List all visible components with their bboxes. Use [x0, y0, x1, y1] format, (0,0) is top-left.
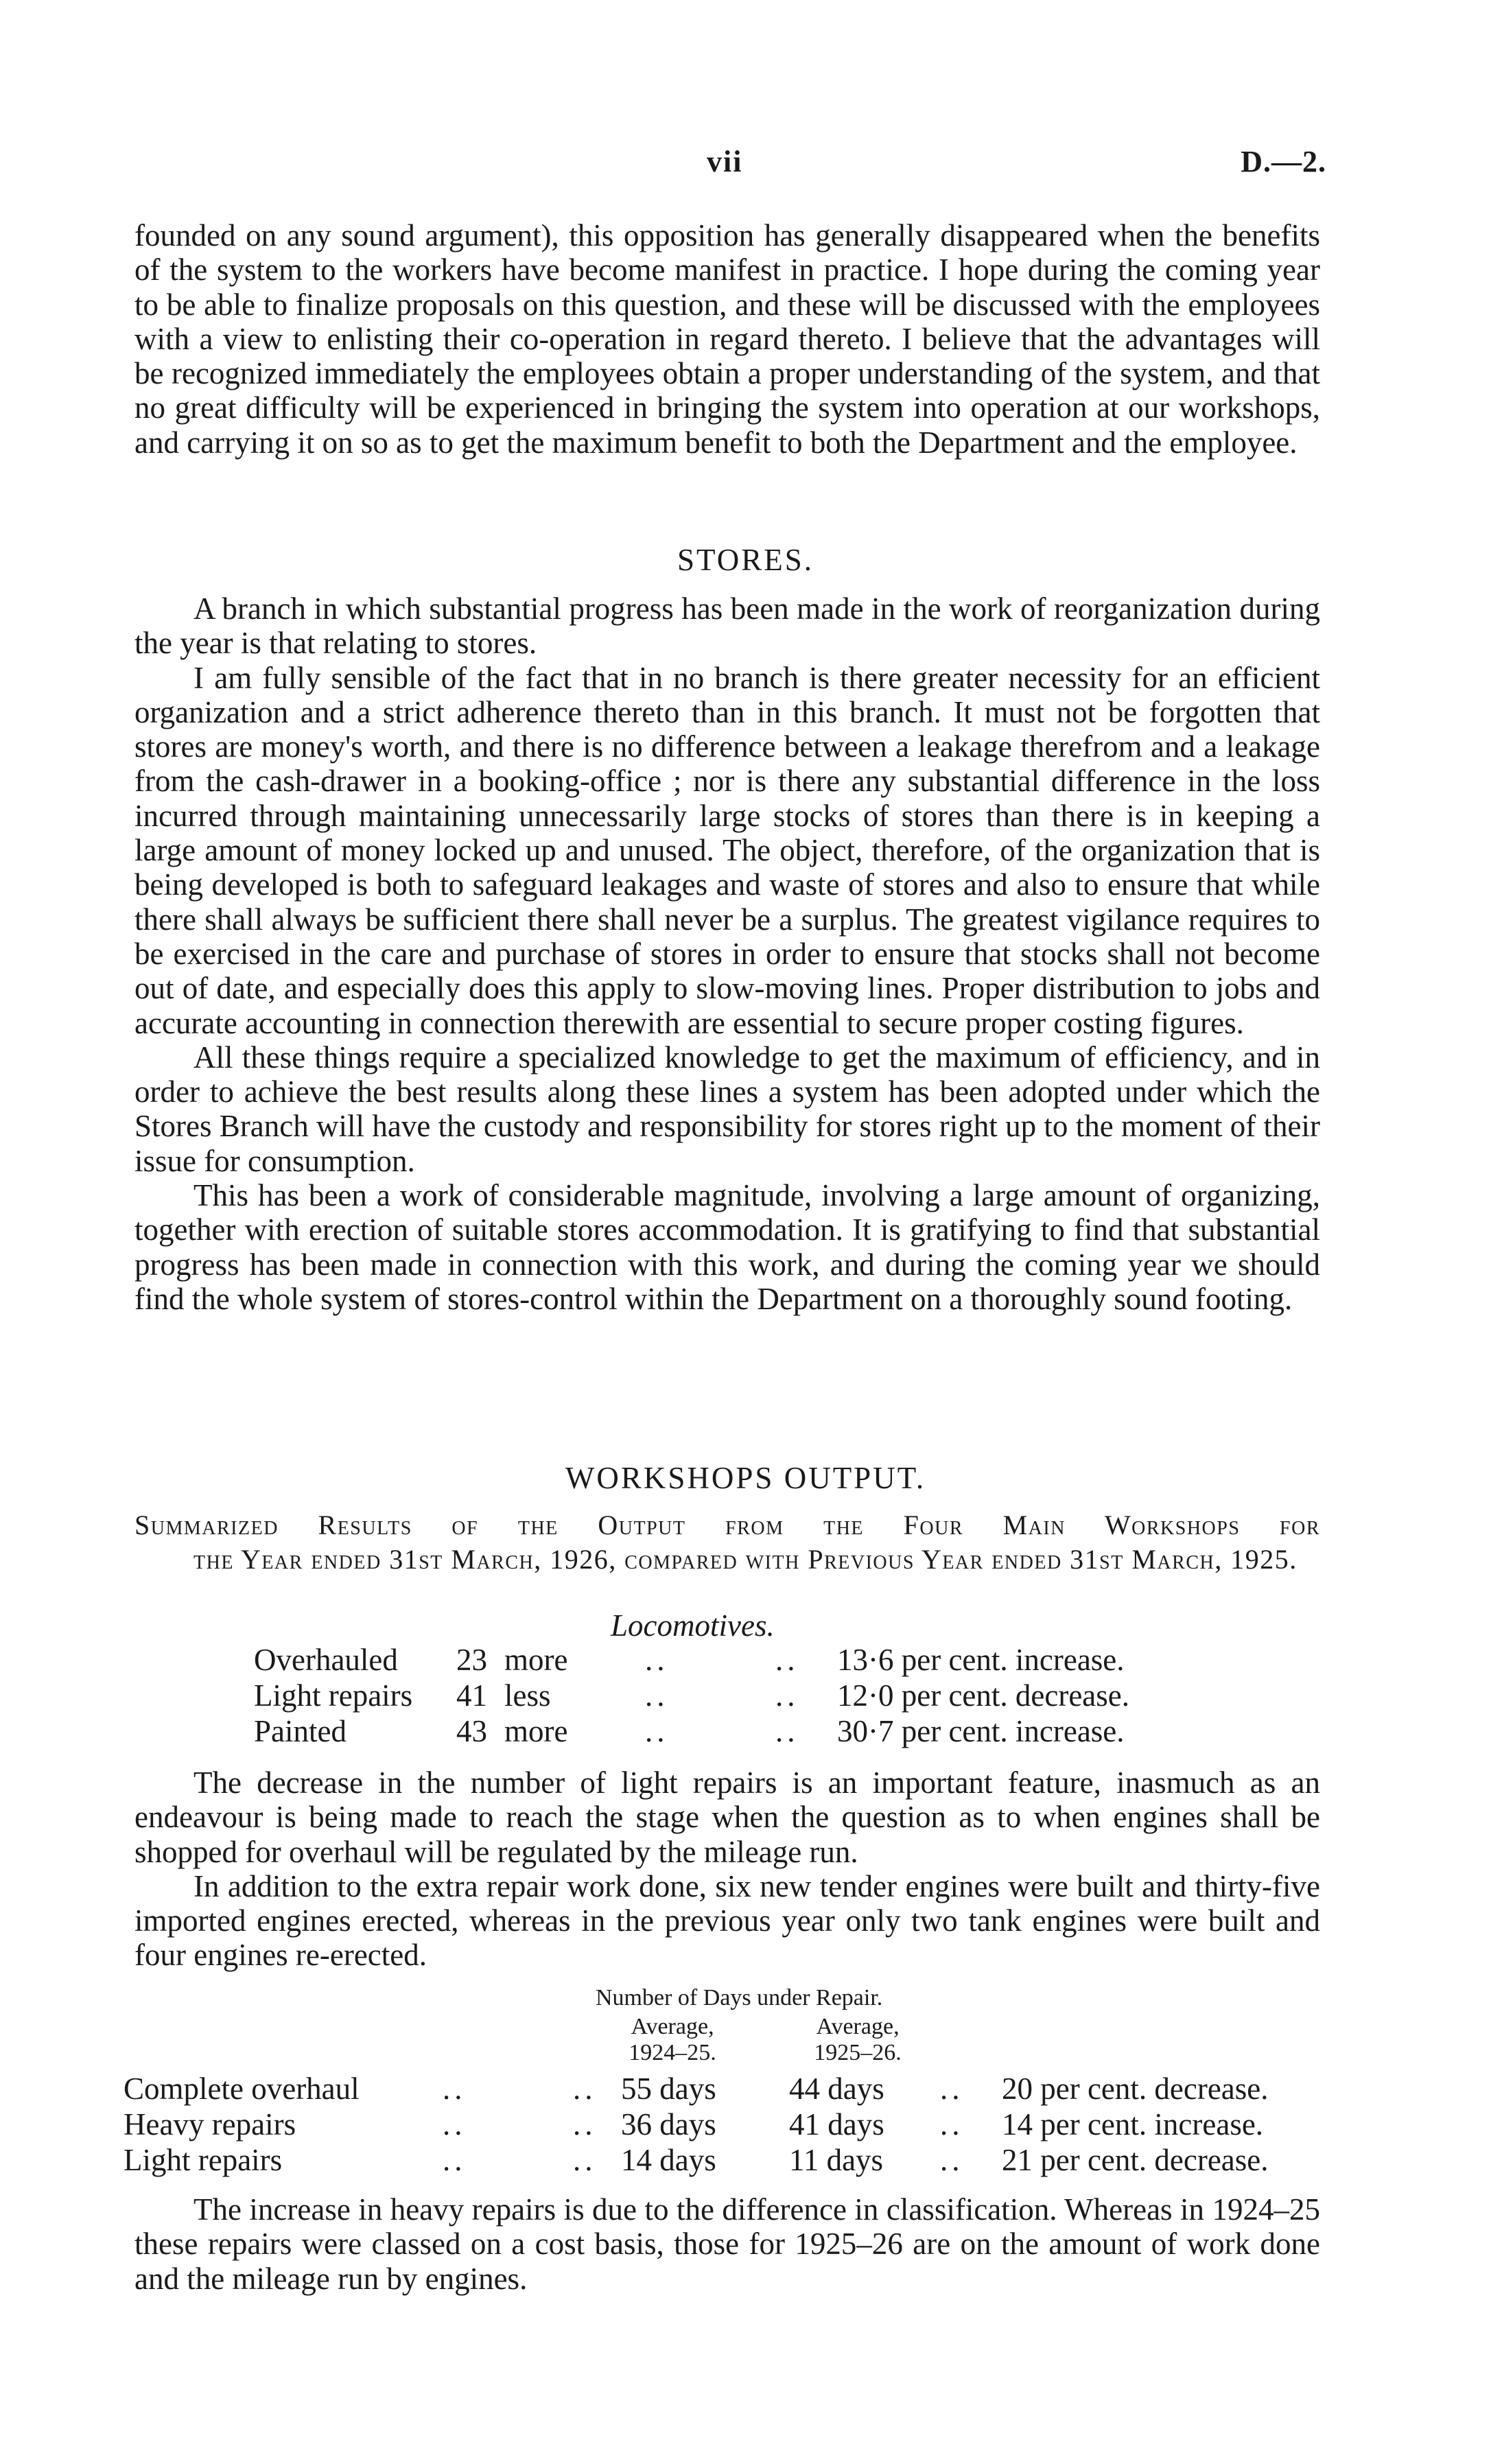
stores-paragraph: I am fully sensible of the fact that in no branch is there greater necessity for an efficient organization and a strict adherence thereto than in this branch. It must not be forgotten that stores are money's worth, and there is no difference between a leakage therefrom and a leakage from the cash-drawer in a booking-office ; nor is there any substantial difference in the loss incurred through maintaining unnecessarily large stocks of stores than there is in keeping a large amount of money locked up and unused. The object, therefore, of the organization that is being developed is both to safeguard leakages and waste of stores and also to ensure that while there shall always be sufficient there shall never be a surplus. The greatest vigilance requires to be exercised in the care and purchase of stores in order to ensure that stocks shall not become out of date, and especially does this apply to slow-moving lines. Proper distribution to jobs and accurate accounting in connection therewith are essential to secure proper costing figures.: [134, 660, 1320, 1040]
leader-dots: ..: [940, 2143, 964, 2177]
table-row: [124, 2142, 1269, 2178]
value-1925: 11 days: [789, 2143, 884, 2177]
row-count: 23: [456, 1643, 487, 1677]
value-1924: 14 days: [621, 2143, 716, 2177]
leader-dots: ..: [775, 1678, 799, 1713]
row-direction: more: [504, 1714, 568, 1748]
workshops-caption: [134, 1508, 1320, 1577]
column-header-1925: Average, 1925–26.: [814, 2014, 902, 2065]
final-paragraph-block: [134, 2192, 1320, 2296]
row-label: Heavy repairs: [124, 2107, 296, 2142]
row-label: Overhauled: [254, 1643, 398, 1677]
row-direction: less: [504, 1678, 551, 1713]
locomotives-table: [254, 1642, 1129, 1749]
leader-dots: ..: [775, 1643, 799, 1677]
leader-dots: ..: [573, 2107, 597, 2142]
row-result: 20 per cent. decrease.: [1002, 2072, 1269, 2106]
row-result: 21 per cent. decrease.: [1002, 2143, 1269, 2177]
final-paragraph: The increase in heavy repairs is due to the difference in classification. Whereas in 1924–25 these repairs were classed on a cost basis, those for 1925–26 are on the amount of work done and the mileage run by engines.: [134, 2192, 1320, 2296]
caption-continuation: the Year ended 31st March, 1926, compared with Previous Year ended 31st March, 1925.: [193, 1544, 1298, 1575]
leader-dots: ..: [645, 1643, 669, 1677]
row-label: Complete overhaul: [124, 2072, 360, 2106]
leader-dots: ..: [443, 2143, 467, 2177]
caption-line-1: Summarized Results of the Output from the Four Main Workshops for: [134, 1510, 1320, 1540]
row-label: Light repairs: [124, 2143, 283, 2177]
leader-dots: ..: [940, 2107, 964, 2142]
leader-dots: ..: [443, 2072, 467, 2106]
stores-paragraph: This has been a work of considerable magnitude, involving a large amount of organizing, together with erection of suitable stores accommodation. It is gratifying to find that substantial progress has been made in connection with this work, and during the coming year we should find the whole system of stores-control within the Department on a thoroughly sound footing.: [134, 1178, 1320, 1316]
table-row: [254, 1713, 1129, 1749]
row-count: 43: [456, 1714, 487, 1748]
table-row: [254, 1642, 1129, 1678]
column-header-1924: Average, 1924–25.: [629, 2014, 716, 2065]
page-number: vii: [707, 145, 743, 178]
stores-heading: STORES.: [677, 543, 814, 577]
repair-days-table: [124, 2071, 1269, 2178]
row-percentage: 30·7 per cent. increase.: [837, 1714, 1125, 1748]
row-result: 14 per cent. increase.: [1002, 2107, 1264, 2142]
intro-paragraph: founded on any sound argument), this opposition has generally disappeared when the benefits of the system to the workers have become manifest in practice. I hope during the coming year to be able to finalize proposals on this question, and these will be discussed with the employees with a view to enlisting their co-operation in regard thereto. I believe that the advantages will be recognized immediately the employees obtain a proper understanding of the system, and that no great difficulty will be experienced in bringing the system into operation at our workshops, and carrying it on so as to get the maximum benefit to both the Department and the employee.: [134, 218, 1320, 460]
leader-dots: ..: [573, 2072, 597, 2106]
value-1925: 41 days: [789, 2107, 884, 2142]
leader-dots: ..: [645, 1678, 669, 1713]
workshops-paragraphs: [134, 1765, 1320, 1973]
document-reference: D.—2.: [1241, 145, 1326, 178]
value-1924: 55 days: [621, 2072, 716, 2106]
stores-paragraph: All these things require a specialized knowledge to get the maximum of efficiency, and in order to achieve the best results along these lines a system has been adopted under which the Stores Branch will have the custody and responsibility for stores right up to the moment of their issue for consumption.: [134, 1040, 1320, 1178]
table-row: [124, 2107, 1269, 2142]
row-direction: more: [504, 1643, 568, 1677]
leader-dots: ..: [775, 1714, 799, 1748]
row-label: Light repairs: [254, 1678, 413, 1713]
table-row: [254, 1678, 1129, 1713]
value-1924: 36 days: [621, 2107, 716, 2142]
leader-dots: ..: [645, 1714, 669, 1748]
workshops-heading: WORKSHOPS OUTPUT.: [565, 1461, 926, 1495]
locomotives-subheading: Locomotives.: [611, 1608, 775, 1643]
row-label: Painted: [254, 1714, 347, 1748]
value-1925: 44 days: [789, 2072, 884, 2106]
row-count: 41: [456, 1678, 487, 1713]
intro-paragraph-block: [134, 218, 1320, 460]
row-percentage: 13·6 per cent. increase.: [837, 1643, 1125, 1677]
decrease-paragraph: The decrease in the number of light repairs is an important feature, inasmuch as an endeavour is being made to reach the stage when the question as to when engines shall be shopped for overhaul will be regulated by the mileage run.: [134, 1765, 1320, 1869]
leader-dots: ..: [573, 2143, 597, 2177]
addition-paragraph: In addition to the extra repair work done, six new tender engines were built and thirty-five imported engines erected, whereas in the previous year only two tank engines were built and four engines re-erected.: [134, 1868, 1320, 1973]
table-row: [124, 2071, 1269, 2107]
stores-section: [134, 591, 1320, 1316]
leader-dots: ..: [940, 2072, 964, 2106]
stores-paragraph: A branch in which substantial progress has been made in the work of reorganization during the year is that relating to stores.: [134, 591, 1320, 661]
leader-dots: ..: [443, 2107, 467, 2142]
row-percentage: 12·0 per cent. decrease.: [837, 1678, 1130, 1713]
repair-table-title: Number of Days under Repair.: [596, 1985, 883, 2010]
